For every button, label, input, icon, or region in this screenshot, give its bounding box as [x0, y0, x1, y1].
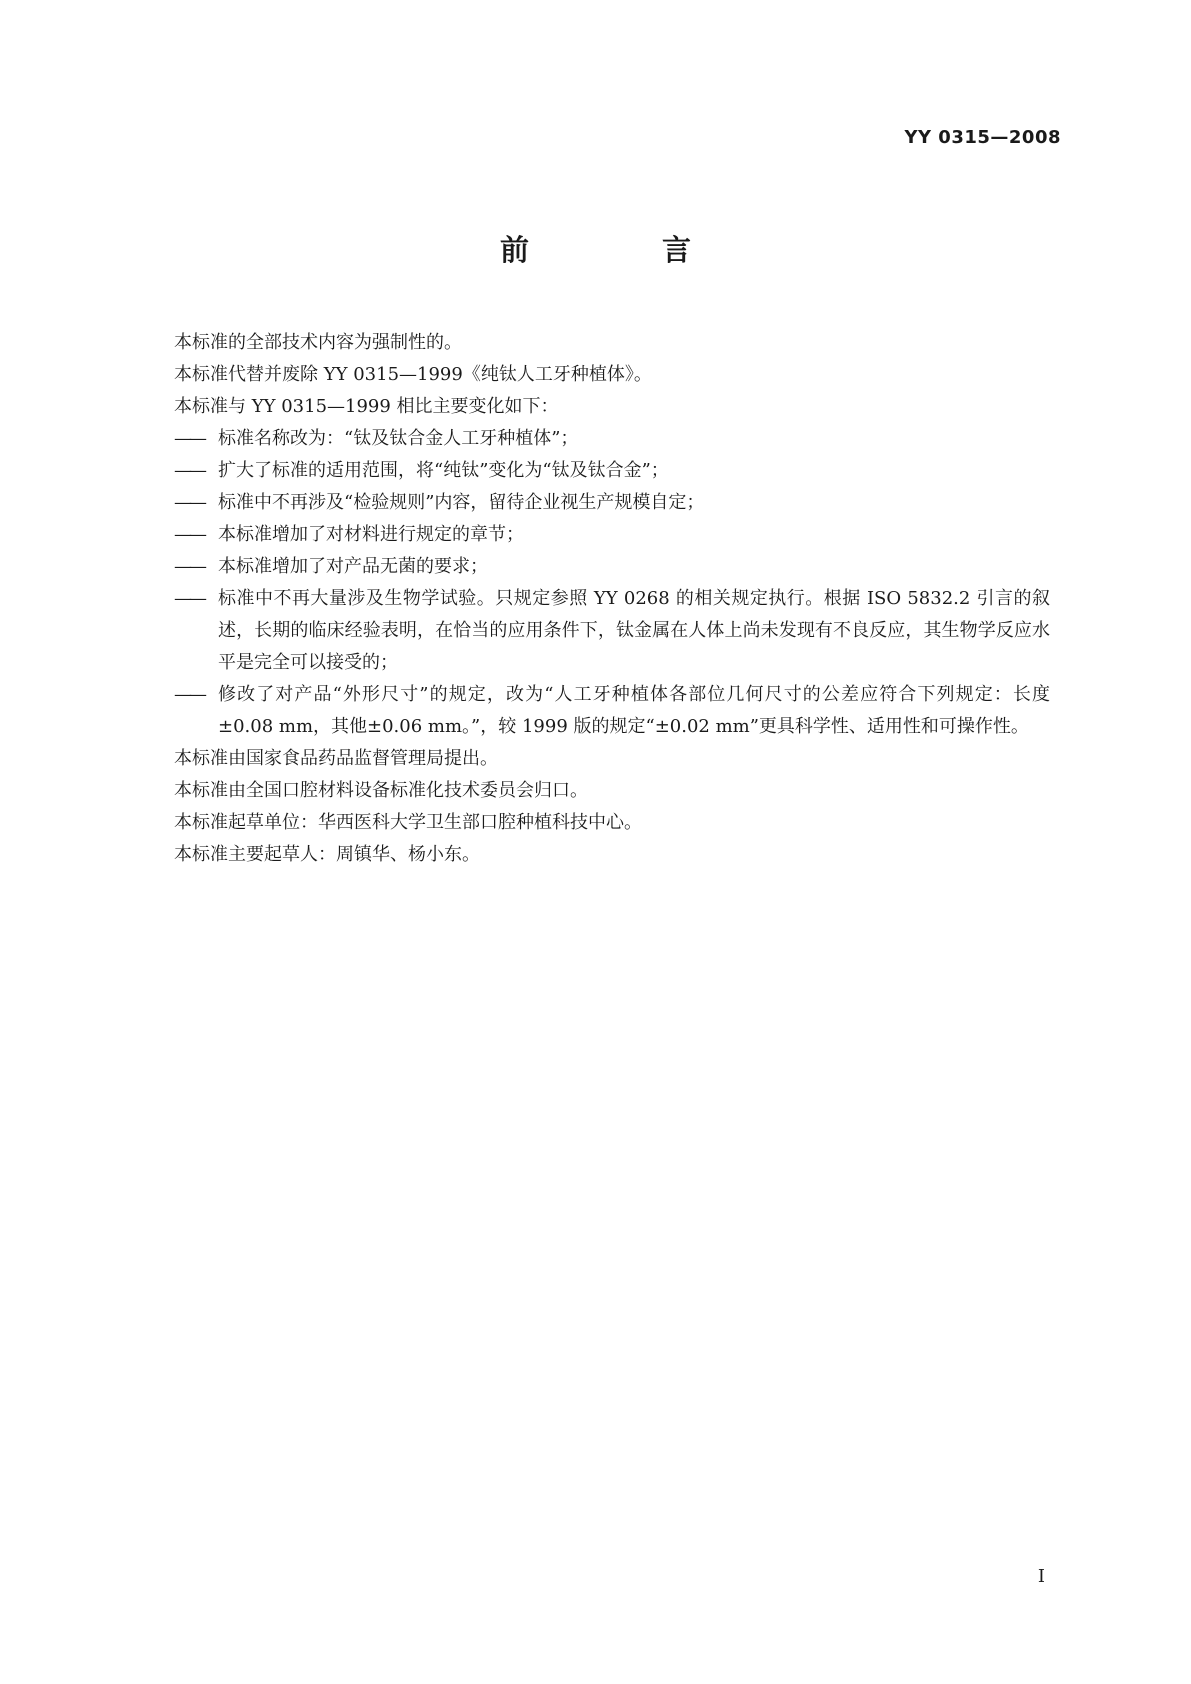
change-item-text: 标准中不再大量涉及生物学试验。只规定参照 YY 0268 的相关规定执行。根据 ISO 5832.2 引言的叙述，长期的临床经验表明，在恰当的应用条件下，钛金属在人体上尚未发现有不良反应，其生物学反应水平是完全可以接受的；: [218, 588, 1050, 673]
paragraph-replacement-statement: 本标准代替并废除 YY 0315—1999《纯钛人工牙种植体》。: [174, 364, 652, 385]
paragraph-centralized-by: 本标准由全国口腔材料设备标准化技术委员会归口。: [174, 780, 588, 801]
change-item-text: 标准中不再涉及“检验规则”内容，留待企业视生产规模自定；: [218, 492, 705, 513]
paragraph-changes-intro: 本标准与 YY 0315—1999 相比主要变化如下：: [174, 396, 559, 417]
change-item-text: 标准名称改为：“钛及钛合金人工牙种植体”；: [218, 428, 579, 449]
change-item-text: 扩大了标准的适用范围，将“纯钛”变化为“钛及钛合金”；: [218, 460, 669, 481]
change-item: [174, 487, 1050, 519]
change-item: [174, 519, 1050, 551]
dash-marker: ——: [174, 524, 204, 545]
dash-marker: ——: [174, 492, 204, 513]
dash-marker: ——: [174, 684, 204, 705]
paragraph-drafters: 本标准主要起草人：周镇华、杨小东。: [174, 844, 480, 865]
page-title: 前 言: [499, 233, 743, 267]
change-item: [174, 455, 1050, 487]
foreword-body: [174, 327, 1050, 871]
dash-marker: ——: [174, 556, 204, 577]
change-item: [174, 551, 1050, 583]
paragraph-proposer: 本标准由国家食品药品监督管理局提出。: [174, 748, 498, 769]
change-item-text: 本标准增加了对产品无菌的要求；: [218, 556, 488, 577]
change-item: [174, 679, 1050, 743]
change-item: [174, 423, 1050, 455]
standard-number: YY 0315—2008: [904, 127, 1061, 148]
change-item-text: 本标准增加了对材料进行规定的章节；: [218, 524, 524, 545]
change-item: [174, 583, 1050, 679]
paragraph-drafting-unit: 本标准起草单位：华西医科大学卫生部口腔种植科技中心。: [174, 812, 642, 833]
dash-marker: ——: [174, 588, 204, 609]
page-number: I: [1037, 1566, 1045, 1587]
paragraph-mandatory-statement: 本标准的全部技术内容为强制性的。: [174, 332, 462, 353]
change-item-text: 修改了对产品“外形尺寸”的规定，改为“人工牙种植体各部位几何尺寸的公差应符合下列规定：长度±0.08 mm，其他±0.06 mm。”，较 1999 版的规定“±0.02 mm”更具科学性、适用性和可操作性。: [218, 684, 1050, 737]
dash-marker: ——: [174, 428, 204, 449]
dash-marker: ——: [174, 460, 204, 481]
